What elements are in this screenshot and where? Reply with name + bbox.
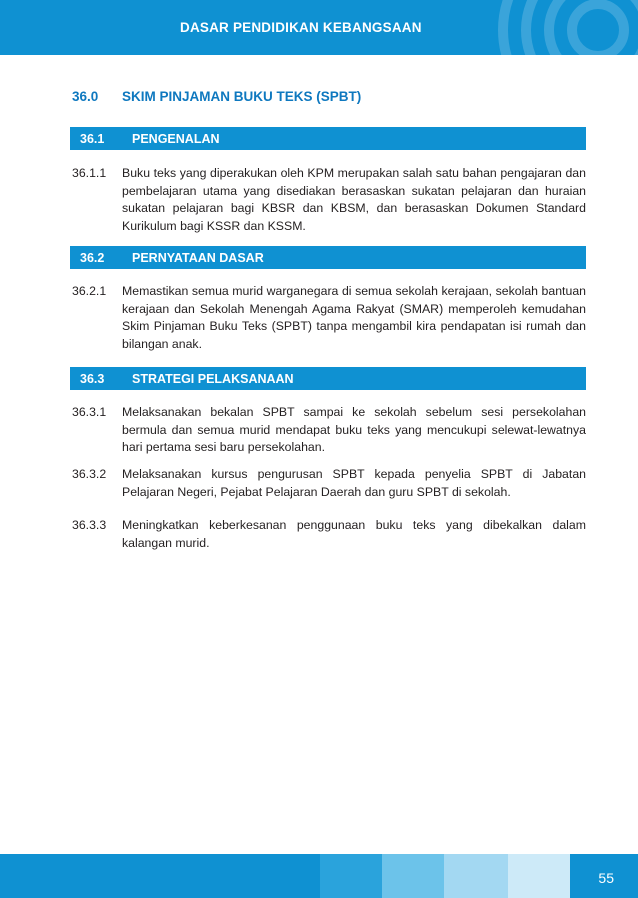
section-title: PERNYATAAN DASAR	[132, 250, 264, 265]
chapter-heading: SKIM PINJAMAN BUKU TEKS (SPBT)	[122, 89, 362, 104]
paragraph-text: Memastikan semua murid warganegara di semua sekolah kerajaan, sekolah bantuan kerajaan dan Sekolah Menengah Agama Rakyat (SMAR) memperoleh kemudahan Skim Pinjaman Buku Teks (SPBT) tanpa mengambil kira pendapatan isi rumah dan bilangan anak.	[122, 284, 586, 351]
paragraph-number: 36.3.1	[72, 405, 107, 419]
footer-segment	[444, 854, 508, 898]
paragraph-text: Buku teks yang diperakukan oleh KPM merupakan salah satu bahan pengajaran dan pembelajaran utama yang disediakan berasaskan sukatan pelajaran dan huraian sukatan pelajaran bagi KBSR dan KBSM, dan berasaskan Dokumen Standard Kurikulum bagi KSSR dan KSSM.	[122, 166, 586, 233]
section-number: 36.3	[80, 371, 105, 386]
paragraph-number: 36.3.2	[72, 467, 107, 481]
paragraph	[72, 283, 586, 353]
footer-segment	[320, 854, 382, 898]
paragraph	[72, 466, 586, 501]
section-bar-pernyataan-dasar	[70, 246, 586, 269]
section-title: STRATEGI PELAKSANAAN	[132, 371, 294, 386]
header-bar	[0, 0, 638, 55]
section-number: 36.1	[80, 131, 105, 146]
decorative-rings-icon	[498, 0, 638, 55]
footer-bar	[0, 854, 638, 898]
section-title: PENGENALAN	[132, 131, 220, 146]
paragraph	[72, 517, 586, 552]
footer-segment	[508, 854, 570, 898]
paragraph-text: Meningkatkan keberkesanan penggunaan buku teks yang dibekalkan dalam kalangan murid.	[122, 518, 586, 550]
section-number: 36.2	[80, 250, 105, 265]
paragraph-text: Melaksanakan bekalan SPBT sampai ke sekolah sebelum sesi persekolahan bermula dan semua murid mendapat buku teks yang mencukupi selewat-lewatnya hari pertama sesi baru persekolahan.	[122, 405, 586, 455]
paragraph	[72, 404, 586, 457]
chapter-number: 36.0	[72, 89, 99, 104]
page-number: 55	[598, 870, 614, 886]
paragraph	[72, 165, 586, 235]
section-bar-pengenalan	[70, 127, 586, 150]
paragraph-text: Melaksanakan kursus pengurusan SPBT kepada penyelia SPBT di Jabatan Pelajaran Negeri, Pejabat Pelajaran Daerah dan guru SPBT di sekolah.	[122, 467, 586, 499]
header-title: DASAR PENDIDIKAN KEBANGSAAN	[180, 20, 422, 35]
footer-segment	[0, 854, 320, 898]
paragraph-number: 36.3.3	[72, 518, 107, 532]
footer-segment	[382, 854, 444, 898]
paragraph-number: 36.1.1	[72, 166, 107, 180]
section-bar-strategi-pelaksanaan	[70, 367, 586, 390]
chapter-title	[72, 89, 361, 104]
paragraph-number: 36.2.1	[72, 284, 107, 298]
